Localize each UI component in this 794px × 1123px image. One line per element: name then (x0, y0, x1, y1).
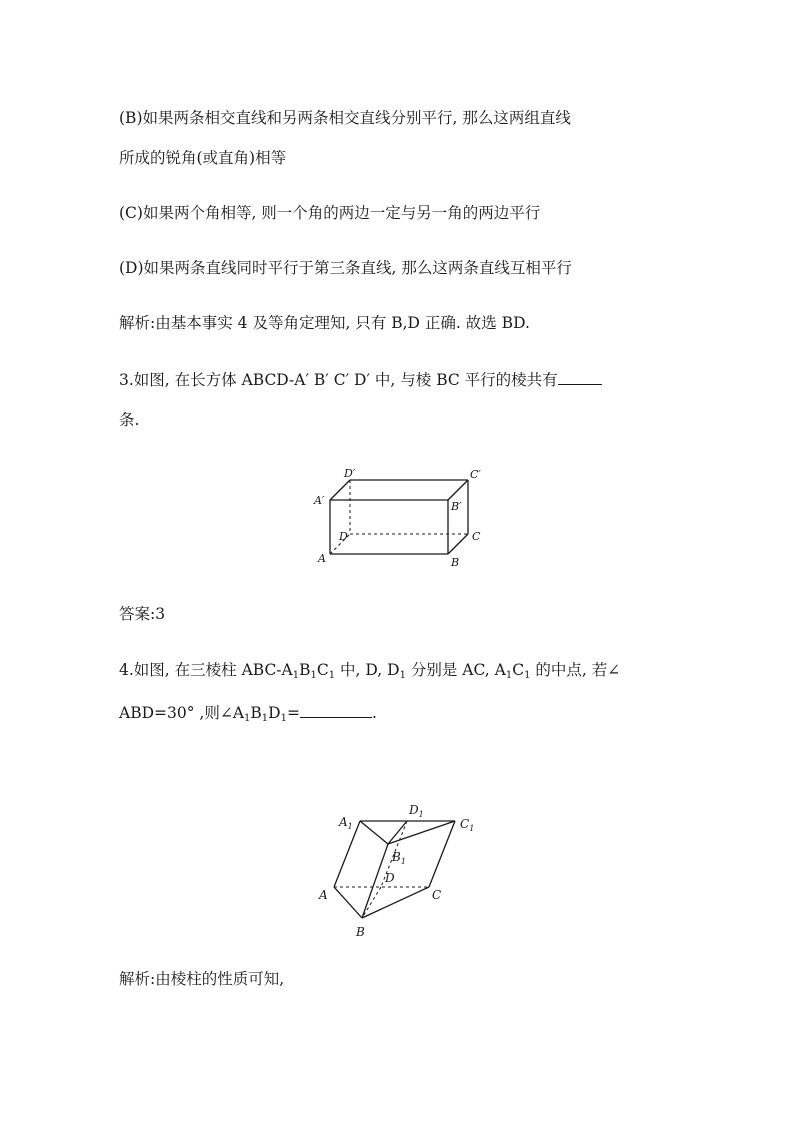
label-A: A (318, 552, 326, 565)
option-d: (D)如果两条直线同时平行于第三条直线, 那么这两条直线互相平行 (119, 259, 572, 277)
q4-sub-1: 1 (292, 670, 300, 681)
edge-A1B1 (360, 821, 388, 844)
q4-text-5: 分别是 AC, A (405, 661, 506, 679)
label-C-prime: C′ (470, 468, 481, 481)
question-4-line2 (119, 703, 377, 723)
edge-CC1 (429, 821, 455, 887)
label-A: A (319, 888, 328, 902)
prism-figure (315, 798, 490, 943)
q4-text-6: C (512, 661, 525, 679)
q4-sub-3: 1 (328, 670, 336, 681)
label-A1: $A_1$ (339, 815, 353, 831)
label-B1: $B_1$ (392, 850, 406, 866)
q4-l2-text-2: B (250, 704, 262, 722)
label-C1: $C_1$ (460, 817, 475, 833)
q4-l2-text-4: = (286, 704, 300, 722)
label-D-prime: D′ (344, 467, 356, 480)
edge-AB (334, 887, 362, 918)
answer-blank (558, 370, 602, 385)
q4-l2-sub-1: 1 (244, 713, 251, 724)
label-D: D (339, 530, 348, 543)
q4-text-3: C (316, 661, 329, 679)
q4-l2-text-1: ABD=30° ,则∠A (119, 704, 245, 722)
q4-l2-text-3: D (268, 704, 281, 722)
analysis-2: 解析:由基本事实 4 及等角定理知, 只有 B,D 正确. 故选 BD. (119, 314, 530, 332)
q4-sub-4: 1 (399, 670, 406, 681)
label-A-prime: A′ (314, 494, 325, 507)
label-D1: $D_1$ (409, 803, 424, 819)
q4-sub-2: 1 (310, 670, 317, 681)
q4-text-7: 的中点, 若∠ (530, 661, 621, 679)
q4-text-1: 4.如图, 在三棱柱 ABC-A (119, 661, 293, 679)
q4-text-2: B (299, 661, 311, 679)
answer-3: 答案:3 (119, 605, 166, 623)
edge-BC (448, 534, 468, 554)
question-3-line1 (119, 370, 602, 390)
edge-ApDp (330, 480, 350, 500)
label-B-prime: B′ (451, 500, 462, 513)
q4-text-4: 中, D, D (335, 661, 400, 679)
cuboid-edges (330, 480, 468, 554)
q4-l2-sub-3: 1 (280, 713, 287, 724)
q4-l2-end: . (371, 704, 377, 722)
label-C: C (432, 888, 442, 902)
label-B: B (451, 556, 460, 569)
label-C: C (472, 530, 481, 543)
answer-blank-4 (300, 703, 372, 718)
q4-sub-6: 1 (524, 670, 531, 681)
q4-l2-sub-2: 1 (261, 713, 269, 724)
label-B: B (356, 925, 365, 939)
option-b-line1: (B)如果两条相交直线和另两条相交直线分别平行, 那么这两组直线 (119, 109, 571, 127)
question-4-line1 (119, 660, 620, 680)
cuboid-figure (310, 460, 490, 575)
question-3-line2: 条. (119, 411, 140, 429)
edge-BC (362, 887, 429, 918)
option-b-line2: 所成的锐角(或直角)相等 (119, 149, 287, 167)
analysis-4: 解析:由棱柱的性质可知, (119, 970, 285, 988)
label-D: D (385, 871, 395, 885)
edge-BpCp (448, 480, 468, 500)
question-3-text: 3.如图, 在长方体 ABCD-A′ B′ C′ D′ 中, 与棱 BC 平行的棱共有 (119, 371, 558, 389)
option-c: (C)如果两个角相等, 则一个角的两边一定与另一角的两边平行 (119, 204, 541, 222)
prism-edges (334, 821, 455, 918)
q4-sub-5: 1 (505, 670, 513, 681)
